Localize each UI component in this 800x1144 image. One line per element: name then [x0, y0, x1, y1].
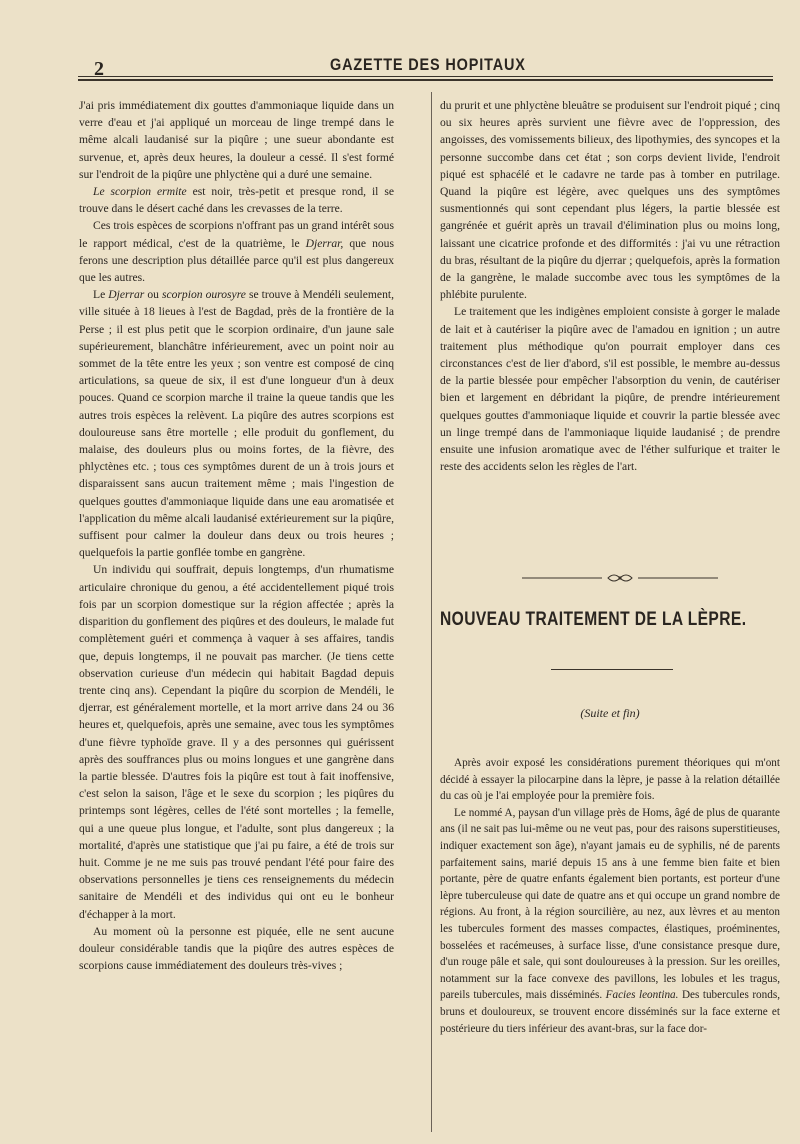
section-subtitle: (Suite et fin)	[580, 706, 640, 720]
text-run: Ces trois espèces de scorpions n'offrant pas un grand intérêt sous le rapport médical, c'est de la quatrième, le	[79, 219, 394, 250]
italic-term: Facies leontina.	[605, 989, 679, 1002]
italic-term: Djerrar	[108, 288, 145, 302]
paragraph: Un individu qui souffrait, depuis longtemps, d'un rhumatisme articulaire chronique du genou, a été accidentellement piqué trois fois par un scorpion domestique sur la région affectée ; après la disparition du gonflement des piqûres et des douleurs, le malade fut complètement guéri et commença à vaquer à ses affaires, tandis que, depuis longtemps, il ne pouvait pas marcher. (Je tiens cette observation curieuse d'un médecin qui habitait Bagdad depuis trente cinq ans). Cependant la piqûre du scorpion de Mendéli, le djerrar, est généralement mortelle, et la mort arrive dans 24 ou 36 heures et, quelquefois, après une semaine, avec tous les symptômes d'une fièvre typhoïde grave. Il y a des personnes qui guérissent après des souffrances plus ou moins longues et une gangrène dans la partie blessée. D'autres fois la piqûre est tout à fait inoffensive, c'est selon la saison, l'âge et le sexe du scorpion ; les piqûres du printemps sont légères, celles de l'été sont mortelles ; la femelle, qui a une queue plus longue, et l'adulte, sont plus dangereux ; la mortalité, d'après une statistique que j'ai pu faire, a été de trois sur huit. Comme je ne me suis pas trouvé pendant l'été pour faire des observations personnelles je tiens ces renseignements du médecin sanitaire de Mendéli et des individus qui ont eu le bonheur d'échapper à la mort.	[79, 563, 394, 921]
paragraph: Au moment où la personne est piquée, elle ne sent aucune douleur considérable tandis que la piqûre des autres espèces de scorpions cause immédiatement des douleurs très-vives ;	[79, 924, 394, 973]
page-number: 2	[94, 58, 104, 80]
ornament-divider	[520, 571, 720, 585]
text-run: Le	[93, 288, 109, 302]
italic-term: Djerrar,	[305, 236, 344, 250]
paragraph: du prurit et une phlyctène bleuâtre se produisent sur l'endroit piqué ; cinq ou six heures après survient une fièvre avec de l'oppression, des angoisses, des vomissements bilieux, des lipothymies, des syncopes et la personne succombe dans cet état ; son corps devient livide, l'endroit piqué est sphacélé et le cadavre ne tarde pas à tomber en putrilage. Quand la piqûre est légère, avec quelques uns des symptômes susmentionnés qui sont cependant plus légers, la partie blessée est gangrénée et guérit après un travail d'élimination plus ou moins long, laissant une cicatrice profonde et des difformités : j'ai vu une rétraction du bras, résultant de la piqûre du djerrar ; quelquefois, après la formation de la gangrène, le malade succombe avec tous les symptômes de la phlébite purulente.	[440, 99, 780, 302]
paragraph: Après avoir exposé les considérations purement théoriques qui m'ont décidé à essayer la pilocarpine dans la lèpre, je passe à la relation détaillée du cas où je l'ai employée pour la première fois.	[440, 757, 780, 803]
paragraph	[79, 183, 394, 217]
paragraph: Le traitement que les indigènes emploient consiste à gorger le malade de lait et à cautériser la piqûre avec de l'amadou en ignition ; un autre traitement plus méthodique qu'on pourrait employer dans ces circonstances c'est de lier d'abord, s'il est possible, le membre au-dessus de la partie blessée pour empêcher l'absorption du venin, de cautériser bien et largement en débridant la piqûre, de prendre intérieurement quelques gouttes d'ammoniaque liquide et couvrir la partie blessée avec un linge trempé dans de l'ammoniaque liquide laudanisé ; de prendre ensuite une infusion aromatique avec de l'éther sulfurique et traiter le reste des accidents selon les règles de l'art.	[440, 305, 780, 474]
text-run: que nous ferons une description plus détaillée parce qu'il est plus dangereux que les autres.	[79, 236, 394, 285]
text-run: Le nommé A, paysan d'un village près de Homs, âgé de plus de quarante ans (il ne sait pas lui-même ou ne veut pas, pour des raisons superstitieuses, indiquer exactement son âge), n'ayant jamais eu de syphilis, né de parents parfaitement sains, marié depuis 15 ans à une femme bien faite et bien portante, père de quatre enfants également bien portants, est porteur d'une lèpre tuberculeuse qui date de quatre ans et qui occupe un grand nombre de régions. Au front, à la région sourcilière, au nez, aux lèvres et au menton les tubercules forment des masses compactes, élastiques, proéminentes, bosselées et racémeuses, à surface lisse, d'une consistance presque dure, d'un rouge pâle et sale, qui sont douloureuses à la pression. Sur les oreilles, notamment sur la face convexe des pavillons, les lobules et les tragus, pareils tubercules, mais disséminés.	[440, 806, 780, 1002]
text-run: est noir, très-petit et presque rond, il se trouve dans le désert caché dans les crevasses de la terre.	[79, 185, 394, 216]
left-column	[79, 97, 394, 974]
paragraph	[79, 217, 394, 286]
italic-term: scorpion ourosyre	[161, 288, 246, 302]
paragraph: J'ai pris immédiatement dix gouttes d'ammoniaque liquide dans un verre d'eau et j'ai appliqué un morceau de linge trempé dans le même alcali laudanisé sur la piqûre ; une sueur abondante est survenue, et, après deux heures, la douleur a cessé. Il s'est formé sur l'endroit de la piqûre une phlyctène qui a duré une semaine.	[79, 99, 394, 181]
column-divider	[431, 92, 432, 1132]
right-column-section	[440, 755, 780, 1037]
italic-term: Le scorpion ermite	[93, 185, 187, 199]
paragraph	[79, 286, 394, 561]
running-head: GAZETTE DES HOPITAUX	[330, 55, 526, 74]
text-run: ou	[144, 288, 162, 302]
header-rule	[78, 76, 773, 81]
section-title: NOUVEAU TRAITEMENT DE LA LÈPRE.	[440, 609, 747, 630]
text-run: se trouve à Mendéli seulement, ville située à 18 lieues à l'est de Bagdad, près de la frontière de la Perse ; il est plus petit que le scorpion ordinaire, d'un jaune sale supérieurement, blanchâtre inférieurement, avec un point noir au sommet de la tête entre les yeux ; son ventre est composé de cinq articulations, sa queue de six, il est d'une longueur d'un à deux pouces. Quand ce scorpion marche il traine la queue tandis que les autres trois espèces la relèvent. La piqûre des autres scorpions est douloureuse sans être mortelle ; elle produit du gonflement, du malaise, des douleurs plus ou moins fortes, de la fièvre, des phlyctènes etc. ; tous ces symptômes durent de un à trois jours et disparaissent sans aucun traitement même ; mais l'ingestion de quelques gouttes d'ammoniaque liquide dans une eau aromatisée et l'application du même alcali laudanisé extérieurement sur la piqûre, suffisent pour calmer la douleur dans deux ou trois heures ; quelquefois la partie gonflée tombe en gangrène.	[79, 288, 394, 560]
right-column-top	[440, 97, 780, 475]
title-rule	[551, 669, 673, 670]
paragraph	[440, 805, 780, 1037]
text-run: Des tubercules ronds, bruns et douloureux, se trouvent encore disséminés sur la face externe et postérieure du tiers inférieur des avant-bras, sur la face dor-	[440, 989, 780, 1035]
